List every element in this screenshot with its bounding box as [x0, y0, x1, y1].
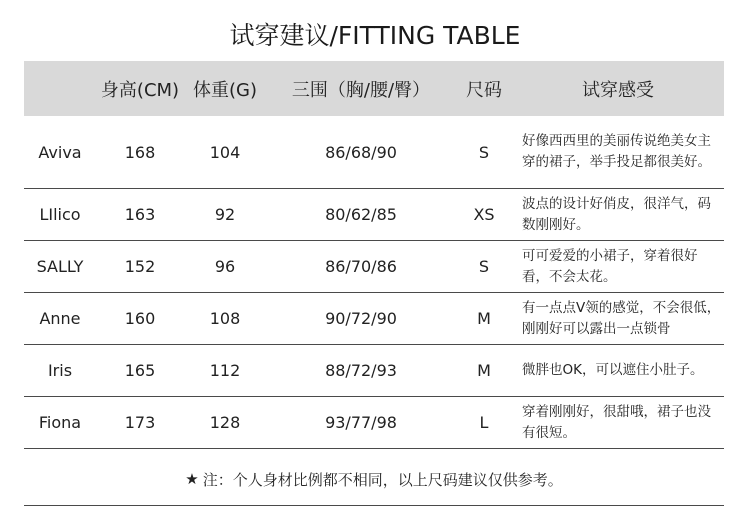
cell-feel: 有一点点V领的感觉，不会很低，刚刚好可以露出一点锁骨: [522, 299, 721, 337]
cell-measurements: 80/62/85: [325, 205, 397, 224]
cell-height: 163: [124, 205, 156, 224]
cell-measurements: 93/77/98: [325, 413, 397, 432]
cell-feel: 微胖也OK，可以遮住小肚子。: [522, 362, 704, 378]
cell-name: SALLY: [36, 257, 84, 276]
cell-height: 152: [124, 257, 156, 276]
cell-measurements: 86/70/86: [325, 257, 397, 276]
header-size: 尺码: [466, 79, 502, 101]
cell-measurements: 88/72/93: [325, 361, 397, 380]
header-height: 身高(CM): [100, 79, 180, 101]
cell-weight: 112: [209, 361, 241, 380]
header-weight: 体重(G): [193, 79, 257, 101]
cell-weight: 128: [209, 413, 241, 432]
cell-height: 160: [124, 309, 156, 328]
cell-feel: 波点的设计好俏皮，很洋气，码数刚刚好。: [522, 195, 711, 233]
cell-name: Fiona: [38, 413, 82, 432]
footnote: [24, 453, 724, 506]
cell-size: S: [478, 142, 490, 162]
cell-name: LIlico: [39, 205, 81, 224]
cell-height: 165: [124, 361, 156, 380]
cell-height: 173: [124, 413, 156, 432]
header-measurements: 三围（胸/腰/臀）: [291, 79, 431, 101]
table-row: [24, 189, 724, 241]
star-icon: ★: [185, 470, 199, 488]
table-row: [24, 345, 724, 397]
cell-weight: 96: [214, 257, 236, 276]
cell-measurements: 90/72/90: [325, 309, 397, 328]
cell-measurements: 86/68/90: [325, 142, 397, 162]
cell-feel: 穿着刚刚好，很甜哦，裙子也没有很短。: [522, 403, 711, 441]
cell-feel: 可可爱爱的小裙子，穿着很好看，不会太花。: [522, 247, 698, 285]
fitting-table: [24, 61, 724, 449]
table-row: [24, 116, 724, 189]
cell-size: S: [478, 257, 490, 276]
table-row: [24, 397, 724, 449]
cell-name: Iris: [47, 361, 73, 380]
cell-size: XS: [473, 205, 495, 224]
table-row: [24, 241, 724, 293]
footnote-text: 注：个人身材比例都不相同，以上尺码建议仅供参考。: [202, 470, 563, 489]
header-feel: 试穿感受: [582, 79, 654, 101]
table-header-row: [24, 61, 724, 116]
cell-name: Anne: [39, 309, 81, 328]
cell-weight: 92: [214, 205, 236, 224]
cell-size: M: [477, 361, 491, 380]
table-row: [24, 293, 724, 345]
page-title: 试穿建议/FITTING TABLE: [229, 21, 521, 50]
cell-weight: 104: [209, 142, 241, 162]
cell-size: M: [477, 309, 491, 328]
cell-weight: 108: [209, 309, 241, 328]
cell-name: Aviva: [38, 142, 82, 162]
cell-height: 168: [124, 142, 156, 162]
cell-feel: 好像西西里的美丽传说绝美女主穿的裙子，举手投足都很美好。: [522, 133, 711, 170]
cell-size: L: [479, 413, 489, 432]
